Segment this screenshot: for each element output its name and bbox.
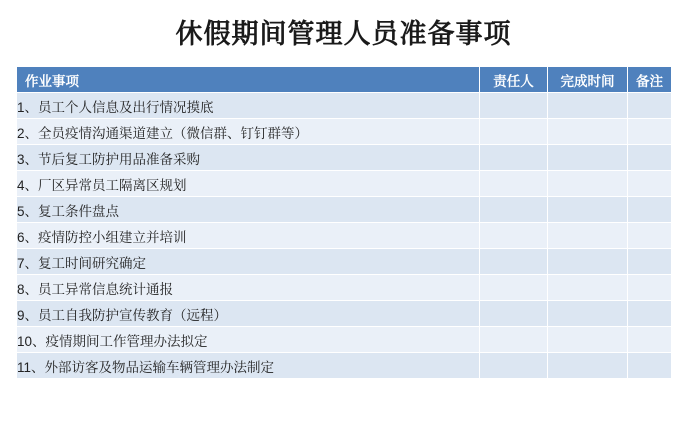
cell-owner[interactable] <box>480 171 548 197</box>
cell-finish-time[interactable] <box>548 171 628 197</box>
cell-finish-time[interactable] <box>548 301 628 327</box>
cell-note[interactable] <box>628 197 672 223</box>
cell-finish-time[interactable] <box>548 249 628 275</box>
cell-task: 4、厂区异常员工隔离区规划 <box>17 171 480 197</box>
cell-owner[interactable] <box>480 353 548 379</box>
cell-note[interactable] <box>628 301 672 327</box>
cell-note[interactable] <box>628 145 672 171</box>
table-row <box>17 171 672 197</box>
cell-task: 6、疫情防控小组建立并培训 <box>17 223 480 249</box>
page-title: 休假期间管理人员准备事项 <box>175 19 512 49</box>
table-row <box>17 275 672 301</box>
column-header-owner: 责任人 <box>480 67 548 93</box>
cell-owner[interactable] <box>480 145 548 171</box>
cell-task: 1、员工个人信息及出行情况摸底 <box>17 93 480 119</box>
cell-note[interactable] <box>628 223 672 249</box>
cell-note[interactable] <box>628 353 672 379</box>
cell-owner[interactable] <box>480 301 548 327</box>
column-header-task: 作业事项 <box>17 67 480 93</box>
cell-task: 5、复工条件盘点 <box>17 197 480 223</box>
cell-owner[interactable] <box>480 223 548 249</box>
cell-task: 8、员工异常信息统计通报 <box>17 275 480 301</box>
cell-task: 2、全员疫情沟通渠道建立（微信群、钉钉群等） <box>17 119 480 145</box>
cell-task: 9、员工自我防护宣传教育（远程） <box>17 301 480 327</box>
cell-finish-time[interactable] <box>548 275 628 301</box>
cell-owner[interactable] <box>480 119 548 145</box>
table-container <box>16 66 671 379</box>
column-header-finish-time: 完成时间 <box>548 67 628 93</box>
cell-finish-time[interactable] <box>548 327 628 353</box>
cell-note[interactable] <box>628 249 672 275</box>
cell-task: 3、节后复工防护用品准备采购 <box>17 145 480 171</box>
table-row <box>17 249 672 275</box>
cell-finish-time[interactable] <box>548 145 628 171</box>
cell-note[interactable] <box>628 327 672 353</box>
cell-finish-time[interactable] <box>548 223 628 249</box>
cell-note[interactable] <box>628 119 672 145</box>
table-header <box>17 67 672 93</box>
column-header-note: 备注 <box>628 67 672 93</box>
table-header-row <box>17 67 672 93</box>
cell-owner[interactable] <box>480 197 548 223</box>
table-row <box>17 223 672 249</box>
cell-owner[interactable] <box>480 275 548 301</box>
table-row <box>17 197 672 223</box>
table-row <box>17 93 672 119</box>
cell-note[interactable] <box>628 93 672 119</box>
preparation-items-table <box>16 66 672 379</box>
cell-task: 7、复工时间研究确定 <box>17 249 480 275</box>
table-row <box>17 353 672 379</box>
cell-owner[interactable] <box>480 93 548 119</box>
cell-note[interactable] <box>628 171 672 197</box>
cell-task: 11、外部访客及物品运输车辆管理办法制定 <box>17 353 480 379</box>
cell-owner[interactable] <box>480 249 548 275</box>
table-row <box>17 119 672 145</box>
cell-finish-time[interactable] <box>548 353 628 379</box>
table-row <box>17 327 672 353</box>
cell-task: 10、疫情期间工作管理办法拟定 <box>17 327 480 353</box>
table-body <box>17 93 672 379</box>
cell-note[interactable] <box>628 275 672 301</box>
table-row <box>17 301 672 327</box>
cell-finish-time[interactable] <box>548 93 628 119</box>
table-row <box>17 145 672 171</box>
cell-finish-time[interactable] <box>548 197 628 223</box>
cell-owner[interactable] <box>480 327 548 353</box>
cell-finish-time[interactable] <box>548 119 628 145</box>
